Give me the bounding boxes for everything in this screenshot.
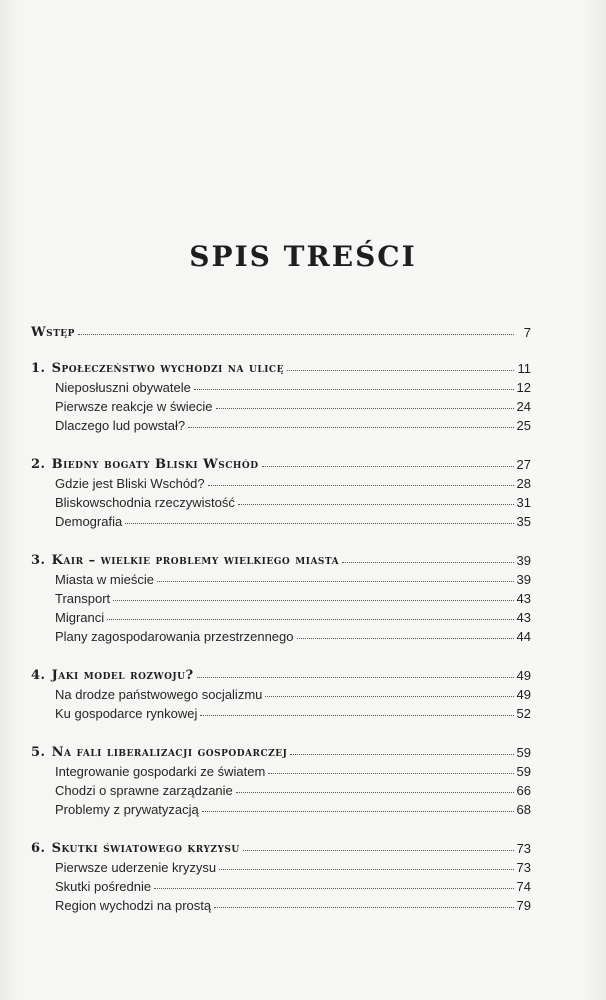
leader-dots [287,369,514,371]
leader-dots [219,868,513,870]
toc-chapter-row[interactable] [31,548,531,568]
toc-chapter-row[interactable] [31,836,531,856]
toc-chapter-page: 59 [516,745,531,760]
leader-dots [157,580,514,582]
toc-section-row[interactable] [31,625,531,644]
leader-dots [202,810,514,812]
toc-section-label: Miasta w mieście [55,572,154,587]
toc-chapter-page: 73 [516,841,531,856]
leader-dots [194,388,514,390]
toc-chapter-page: 11 [517,361,531,376]
toc-chapter-label: Biedny bogaty Bliski Wschód [51,457,259,472]
toc-section-label: Na drodze państwowego socjalizmu [55,687,263,702]
leader-dots [113,599,513,601]
toc-section-page: 73 [516,860,531,875]
toc-chapter-title [31,361,284,376]
leader-dots [197,676,514,678]
toc-section-label: Dlaczego lud powstał? [55,418,186,433]
toc-chapter-label: Społeczeństwo wychodzi na ulicę [51,361,284,376]
toc-chapter-row[interactable] [31,663,531,683]
toc-section-label: Nieposłuszni obywatele [55,380,191,395]
toc-section-label: Plany zagospodarowania przestrzennego [55,629,294,644]
toc-chapter-title [31,841,240,856]
leader-dots [216,407,514,409]
toc-section-row[interactable] [31,472,531,491]
toc-intro-label: Wstęp [31,325,75,340]
toc-section-page: 12 [516,380,531,395]
toc-section-row[interactable] [31,875,531,894]
toc-section-label: Migranci [55,610,105,625]
toc-section-row[interactable] [31,395,531,414]
toc-section-page: 43 [516,610,531,625]
toc-chapter-number: 2. [31,457,46,472]
leader-dots [243,849,514,851]
toc-section-row[interactable] [31,587,531,606]
toc-section-row[interactable] [31,856,531,875]
toc-section-label: Ku gospodarce rynkowej [55,706,198,721]
toc-section-label: Pierwsze uderzenie kryzysu [55,860,217,875]
toc-chapter-number: 4. [31,668,46,683]
toc-chapter-number: 5. [31,745,46,760]
toc-section-page: 31 [516,495,531,510]
toc-chapter-label: Kair – wielkie problemy wielkiego miasta [51,553,340,568]
toc-section-label: Bliskowschodnia rzeczywistość [55,495,235,510]
leader-dots [154,887,513,889]
page-title: SPIS TREŚCI [189,240,417,273]
toc-section-page: 28 [516,476,531,491]
toc-section-label: Region wychodzi na prostą [55,898,212,913]
toc-section-page: 25 [516,418,531,433]
toc-chapter-title [31,457,259,472]
toc-section-row[interactable] [31,491,531,510]
leader-dots [262,465,514,467]
leader-dots [107,618,513,620]
toc-section-label: Transport [55,591,111,606]
toc-section-row[interactable] [31,414,531,433]
toc-chapter-row[interactable] [31,740,531,760]
toc-section-row[interactable] [31,798,531,817]
toc-intro-page: 7 [523,325,531,340]
toc-section-row[interactable] [31,894,531,913]
leader-dots [78,333,514,335]
leader-dots [125,522,513,524]
leader-dots [297,637,514,639]
toc-section-page: 24 [516,399,531,414]
toc-section-label: Skutki pośrednie [55,879,152,894]
chapter-list [31,356,531,913]
toc-chapter-page: 27 [516,457,531,472]
toc-section-row[interactable] [31,683,531,702]
leader-dots [208,484,514,486]
toc-section-label: Chodzi o sprawne zarządzanie [55,783,233,798]
toc-chapter-row[interactable] [31,452,531,472]
toc-section-page: 49 [516,687,531,702]
leader-dots [200,714,513,716]
leader-dots [188,426,513,428]
toc-chapter-title [31,553,339,568]
toc-section-page: 66 [516,783,531,798]
leader-dots [290,753,513,755]
toc-section-row[interactable] [31,606,531,625]
toc-intro-row[interactable] [31,320,531,340]
toc-section-row[interactable] [31,510,531,529]
toc-chapter-row[interactable] [31,356,531,376]
toc-chapter-number: 1. [31,361,46,376]
toc-section-row[interactable] [31,702,531,721]
toc-section-row[interactable] [31,376,531,395]
toc-section-page: 44 [516,629,531,644]
leader-dots [268,772,513,774]
toc-chapter-number: 6. [31,841,46,856]
leader-dots [342,561,513,563]
toc-section-row[interactable] [31,568,531,587]
toc-section-page: 74 [516,879,531,894]
toc-section-page: 39 [516,572,531,587]
toc-section-label: Integrowanie gospodarki ze światem [55,764,266,779]
toc-chapter-number: 3. [31,553,46,568]
toc-section-label: Gdzie jest Bliski Wschód? [55,476,205,491]
table-of-contents [31,320,531,913]
toc-section-row[interactable] [31,760,531,779]
toc-section-page: 68 [516,802,531,817]
toc-chapter-label: Jaki model rozwoju? [51,668,194,683]
toc-chapter-page: 49 [516,668,531,683]
toc-section-page: 52 [516,706,531,721]
toc-section-row[interactable] [31,779,531,798]
leader-dots [236,791,514,793]
toc-section-page: 59 [516,764,531,779]
toc-section-label: Pierwsze reakcje w świecie [55,399,213,414]
leader-dots [265,695,513,697]
toc-section-page: 35 [516,514,531,529]
toc-section-page: 43 [516,591,531,606]
toc-chapter-page: 39 [516,553,531,568]
toc-section-label: Problemy z prywatyzacją [55,802,199,817]
toc-chapter-label: Na fali liberalizacji gospodarczej [51,745,288,760]
toc-chapter-label: Skutki światowego kryzysu [51,841,240,856]
toc-section-page: 79 [516,898,531,913]
toc-chapter-title [31,668,194,683]
leader-dots [214,906,513,908]
toc-section-label: Demografia [55,514,123,529]
leader-dots [238,503,514,505]
toc-chapter-title [31,745,287,760]
